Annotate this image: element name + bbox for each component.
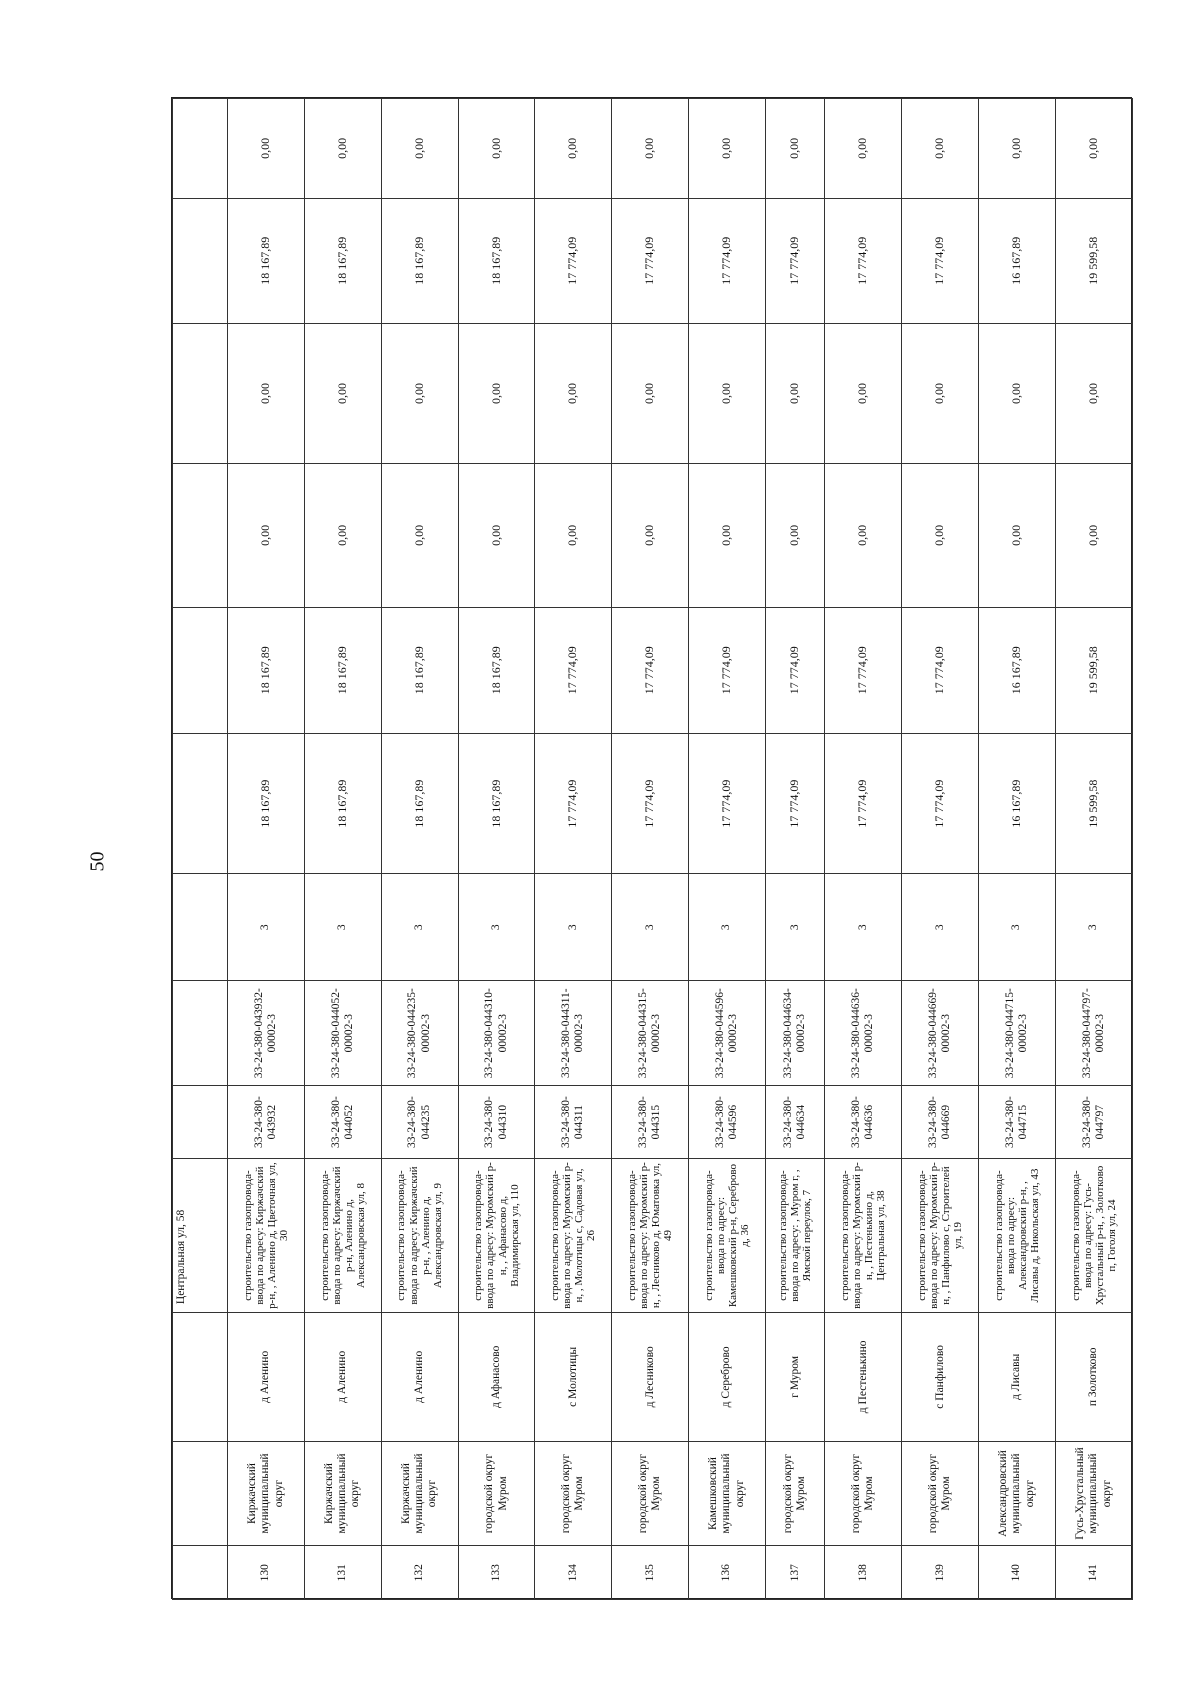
amount-cell-3: 0,00 <box>535 464 612 607</box>
data-table <box>172 98 1133 1600</box>
cadastral-cell: 33-24-380-044797 <box>1056 1086 1133 1159</box>
amount-cell-2: 17 774,09 <box>825 607 902 733</box>
table-row <box>535 99 612 1600</box>
amount-cell-5: 18 167,89 <box>458 198 535 323</box>
amount-cell-2: 16 167,89 <box>979 607 1056 733</box>
amount-cell-3: 0,00 <box>902 464 979 607</box>
page-number: 50 <box>86 851 109 872</box>
locality-cell: д Лесниково <box>612 1313 689 1441</box>
category-cell: 3 <box>766 874 825 981</box>
table-row <box>458 99 535 1600</box>
row-number: 141 <box>1056 1546 1133 1600</box>
object-code-cell: 33-24-380-044634-00002-3 <box>766 981 825 1086</box>
cadastral-cell: 33-24-380-044311 <box>535 1086 612 1159</box>
amount-cell-2: 17 774,09 <box>535 607 612 733</box>
category-cell: 3 <box>979 874 1056 981</box>
amount-total-cell: 18 167,89 <box>304 733 381 873</box>
amount-cell-2: 18 167,89 <box>304 607 381 733</box>
object-code-cell: 33-24-380-044669-00002-3 <box>902 981 979 1086</box>
amount-cell-3: 0,00 <box>304 464 381 607</box>
object-code-cell: 33-24-380-044310-00002-3 <box>458 981 535 1086</box>
table-row <box>979 99 1056 1600</box>
amount-cell-2: 18 167,89 <box>381 607 458 733</box>
amount-total-cell: 17 774,09 <box>612 733 689 873</box>
amount-cell-4: 0,00 <box>458 323 535 463</box>
object-address-cell: строительство газопровода-ввода по адресу: Александровский р-н, , Лисавы д, Никольская ул, 43 <box>979 1158 1056 1312</box>
district-cell: Киржачский муниципальный округ <box>304 1441 381 1546</box>
amount-cell-2: 17 774,09 <box>689 607 766 733</box>
row-number: 131 <box>304 1546 381 1600</box>
amount-cell-3: 0,00 <box>381 464 458 607</box>
locality-cell: д Аленино <box>228 1313 305 1441</box>
category-cell: 3 <box>689 874 766 981</box>
amount-cell-3: 0,00 <box>612 464 689 607</box>
table-row <box>689 99 766 1600</box>
amount-cell-3: 0,00 <box>228 464 305 607</box>
category-cell: 3 <box>612 874 689 981</box>
object-address-cell: строительство газопровода-ввода по адресу: Камешковский р-н, Сереброво д, 36 <box>689 1158 766 1312</box>
amount-cell-6: 0,00 <box>535 99 612 199</box>
amount-cell-2: 19 599,58 <box>1056 607 1133 733</box>
amount-cell-4: 0,00 <box>381 323 458 463</box>
row-number: 140 <box>979 1546 1056 1600</box>
locality-cell: п Золотково <box>1056 1313 1133 1441</box>
amount-cell-5: 17 774,09 <box>902 198 979 323</box>
table-row <box>381 99 458 1600</box>
object-code-cell: 33-24-380-044235-00002-3 <box>381 981 458 1086</box>
row-number: 132 <box>381 1546 458 1600</box>
district-cell: городской округ Муром <box>612 1441 689 1546</box>
object-address-cell: строительство газопровода-ввода по адресу: Муромский р-н, , Афанасово д, Владимирская ул, 110 <box>458 1158 535 1312</box>
locality-cell: д Афанасово <box>458 1313 535 1441</box>
row-number: 134 <box>535 1546 612 1600</box>
district-cell: Киржачский муниципальный округ <box>228 1441 305 1546</box>
object-address-cell: строительство газопровода-ввода по адресу: Киржачский р-н, Аленино д, Александровская ул, 8 <box>304 1158 381 1312</box>
amount-cell-5: 18 167,89 <box>381 198 458 323</box>
amount-cell-5: 17 774,09 <box>689 198 766 323</box>
amount-cell-4: 0,00 <box>766 323 825 463</box>
district-cell: городской округ Муром <box>458 1441 535 1546</box>
amount-cell-2: 17 774,09 <box>612 607 689 733</box>
amount-cell-6: 0,00 <box>381 99 458 199</box>
row-number: 135 <box>612 1546 689 1600</box>
amount-cell-3: 0,00 <box>689 464 766 607</box>
amount-total-cell: 18 167,89 <box>228 733 305 873</box>
object-address-cell: строительство газопровода-ввода по адресу: Муромский р-н, , Молотицы с, Садовая ул, 26 <box>535 1158 612 1312</box>
category-cell: 3 <box>825 874 902 981</box>
object-code-cell: 33-24-380-044636-00002-3 <box>825 981 902 1086</box>
district-cell: Гусь-Хрустальный муниципальный округ <box>1056 1441 1133 1546</box>
row-number: 133 <box>458 1546 535 1600</box>
locality-cell: д Сереброво <box>689 1313 766 1441</box>
category-cell: 3 <box>902 874 979 981</box>
amount-total-cell: 17 774,09 <box>766 733 825 873</box>
amount-cell-5: 19 599,58 <box>1056 198 1133 323</box>
row-number: 138 <box>825 1546 902 1600</box>
amount-cell-6: 0,00 <box>1056 99 1133 199</box>
amount-cell-3: 0,00 <box>979 464 1056 607</box>
district-cell: Камешковский муниципальный округ <box>689 1441 766 1546</box>
amount-cell-4: 0,00 <box>535 323 612 463</box>
amount-cell-5: 18 167,89 <box>228 198 305 323</box>
locality-cell: г Муром <box>766 1313 825 1441</box>
object-address-cell: строительство газопровода-ввода по адресу: Киржачский р-н, , Аленино д, Александровская ул, 9 <box>381 1158 458 1312</box>
amount-cell-4: 0,00 <box>612 323 689 463</box>
amount-cell-4: 0,00 <box>689 323 766 463</box>
cadastral-cell: 33-24-380-044310 <box>458 1086 535 1159</box>
table-row <box>1056 99 1133 1600</box>
object-code-cell: 33-24-380-044797-00002-3 <box>1056 981 1133 1086</box>
address-continuation: Центральная ул, 58 <box>173 1158 228 1312</box>
amount-cell-5: 17 774,09 <box>535 198 612 323</box>
amount-cell-3: 0,00 <box>825 464 902 607</box>
table-row <box>825 99 902 1600</box>
amount-cell-6: 0,00 <box>612 99 689 199</box>
amount-cell-6: 0,00 <box>766 99 825 199</box>
amount-total-cell: 16 167,89 <box>979 733 1056 873</box>
cadastral-cell: 33-24-380-044315 <box>612 1086 689 1159</box>
cadastral-cell: 33-24-380-044052 <box>304 1086 381 1159</box>
cadastral-cell: 33-24-380-044636 <box>825 1086 902 1159</box>
district-cell: Киржачский муниципальный округ <box>381 1441 458 1546</box>
amount-cell-2: 17 774,09 <box>766 607 825 733</box>
district-cell: городской округ Муром <box>535 1441 612 1546</box>
row-number: 136 <box>689 1546 766 1600</box>
category-cell: 3 <box>535 874 612 981</box>
cadastral-cell: 33-24-380-043932 <box>228 1086 305 1159</box>
cadastral-cell: 33-24-380-044715 <box>979 1086 1056 1159</box>
continuation-row <box>173 99 228 1600</box>
amount-cell-4: 0,00 <box>304 323 381 463</box>
amount-total-cell: 18 167,89 <box>381 733 458 873</box>
table-row <box>304 99 381 1600</box>
object-address-cell: строительство газопровода-ввода по адресу: Гусь-Хрустальный р-н, , Золотково п, Гоголя ул, 24 <box>1056 1158 1133 1312</box>
cadastral-cell: 33-24-380-044669 <box>902 1086 979 1159</box>
object-address-cell: строительство газопровода-ввода по адресу: Муромский р-н, , Пестенькино д, Центральная ул, 38 <box>825 1158 902 1312</box>
table-row <box>902 99 979 1600</box>
category-cell: 3 <box>381 874 458 981</box>
district-cell: городской округ Муром <box>902 1441 979 1546</box>
amount-cell-6: 0,00 <box>979 99 1056 199</box>
amount-cell-4: 0,00 <box>1056 323 1133 463</box>
locality-cell: д Аленино <box>381 1313 458 1441</box>
object-code-cell: 33-24-380-044052-00002-3 <box>304 981 381 1086</box>
amount-cell-4: 0,00 <box>902 323 979 463</box>
object-address-cell: строительство газопровода-ввода по адресу: Муромский р-н, , Лесниково д, Юматовка ул, 49 <box>612 1158 689 1312</box>
table-row <box>766 99 825 1600</box>
locality-cell: д Лисавы <box>979 1313 1056 1441</box>
table-row <box>228 99 305 1600</box>
amount-cell-2: 17 774,09 <box>902 607 979 733</box>
amount-cell-3: 0,00 <box>1056 464 1133 607</box>
category-cell: 3 <box>458 874 535 981</box>
object-address-cell: строительство газопровода-ввода по адресу: Муромский р-н, , Панфилово с, Строителей ул, 19 <box>902 1158 979 1312</box>
object-code-cell: 33-24-380-043932-00002-3 <box>228 981 305 1086</box>
district-cell: городской округ Муром <box>766 1441 825 1546</box>
amount-cell-6: 0,00 <box>458 99 535 199</box>
category-cell: 3 <box>228 874 305 981</box>
amount-cell-5: 16 167,89 <box>979 198 1056 323</box>
amount-total-cell: 18 167,89 <box>458 733 535 873</box>
amount-cell-3: 0,00 <box>458 464 535 607</box>
amount-cell-6: 0,00 <box>902 99 979 199</box>
cadastral-cell: 33-24-380-044634 <box>766 1086 825 1159</box>
amount-total-cell: 17 774,09 <box>535 733 612 873</box>
rotated-table-container <box>172 98 1133 1600</box>
amount-total-cell: 17 774,09 <box>902 733 979 873</box>
amount-cell-6: 0,00 <box>304 99 381 199</box>
row-number: 137 <box>766 1546 825 1600</box>
locality-cell: д Пестенькино <box>825 1313 902 1441</box>
object-address-cell: строительство газопровода-ввода по адресу: , Муром г, , Ямской переулок, 7 <box>766 1158 825 1312</box>
object-code-cell: 33-24-380-044715-00002-3 <box>979 981 1056 1086</box>
object-address-cell: строительство газопровода-ввода по адресу: Киржачский р-н, , Аленино д, Цветочная ул, 30 <box>228 1158 305 1312</box>
amount-cell-6: 0,00 <box>228 99 305 199</box>
amount-cell-5: 17 774,09 <box>825 198 902 323</box>
amount-cell-5: 17 774,09 <box>612 198 689 323</box>
category-cell: 3 <box>1056 874 1133 981</box>
amount-cell-4: 0,00 <box>228 323 305 463</box>
locality-cell: с Молотицы <box>535 1313 612 1441</box>
amount-cell-5: 17 774,09 <box>766 198 825 323</box>
cadastral-cell: 33-24-380-044235 <box>381 1086 458 1159</box>
cadastral-cell: 33-24-380-044596 <box>689 1086 766 1159</box>
amount-total-cell: 17 774,09 <box>825 733 902 873</box>
amount-cell-4: 0,00 <box>979 323 1056 463</box>
amount-cell-6: 0,00 <box>689 99 766 199</box>
row-number: 139 <box>902 1546 979 1600</box>
table-row <box>612 99 689 1600</box>
amount-cell-3: 0,00 <box>766 464 825 607</box>
object-code-cell: 33-24-380-044596-00002-3 <box>689 981 766 1086</box>
category-cell: 3 <box>304 874 381 981</box>
object-code-cell: 33-24-380-044315-00002-3 <box>612 981 689 1086</box>
amount-cell-2: 18 167,89 <box>228 607 305 733</box>
locality-cell: с Панфилово <box>902 1313 979 1441</box>
table-frame <box>171 97 1132 1599</box>
amount-total-cell: 17 774,09 <box>689 733 766 873</box>
district-cell: городской округ Муром <box>825 1441 902 1546</box>
row-number: 130 <box>228 1546 305 1600</box>
amount-cell-2: 18 167,89 <box>458 607 535 733</box>
amount-cell-4: 0,00 <box>825 323 902 463</box>
locality-cell: д Аленино <box>304 1313 381 1441</box>
amount-cell-6: 0,00 <box>825 99 902 199</box>
object-code-cell: 33-24-380-044311-00002-3 <box>535 981 612 1086</box>
amount-cell-5: 18 167,89 <box>304 198 381 323</box>
amount-total-cell: 19 599,58 <box>1056 733 1133 873</box>
district-cell: Александровский муниципальный округ <box>979 1441 1056 1546</box>
